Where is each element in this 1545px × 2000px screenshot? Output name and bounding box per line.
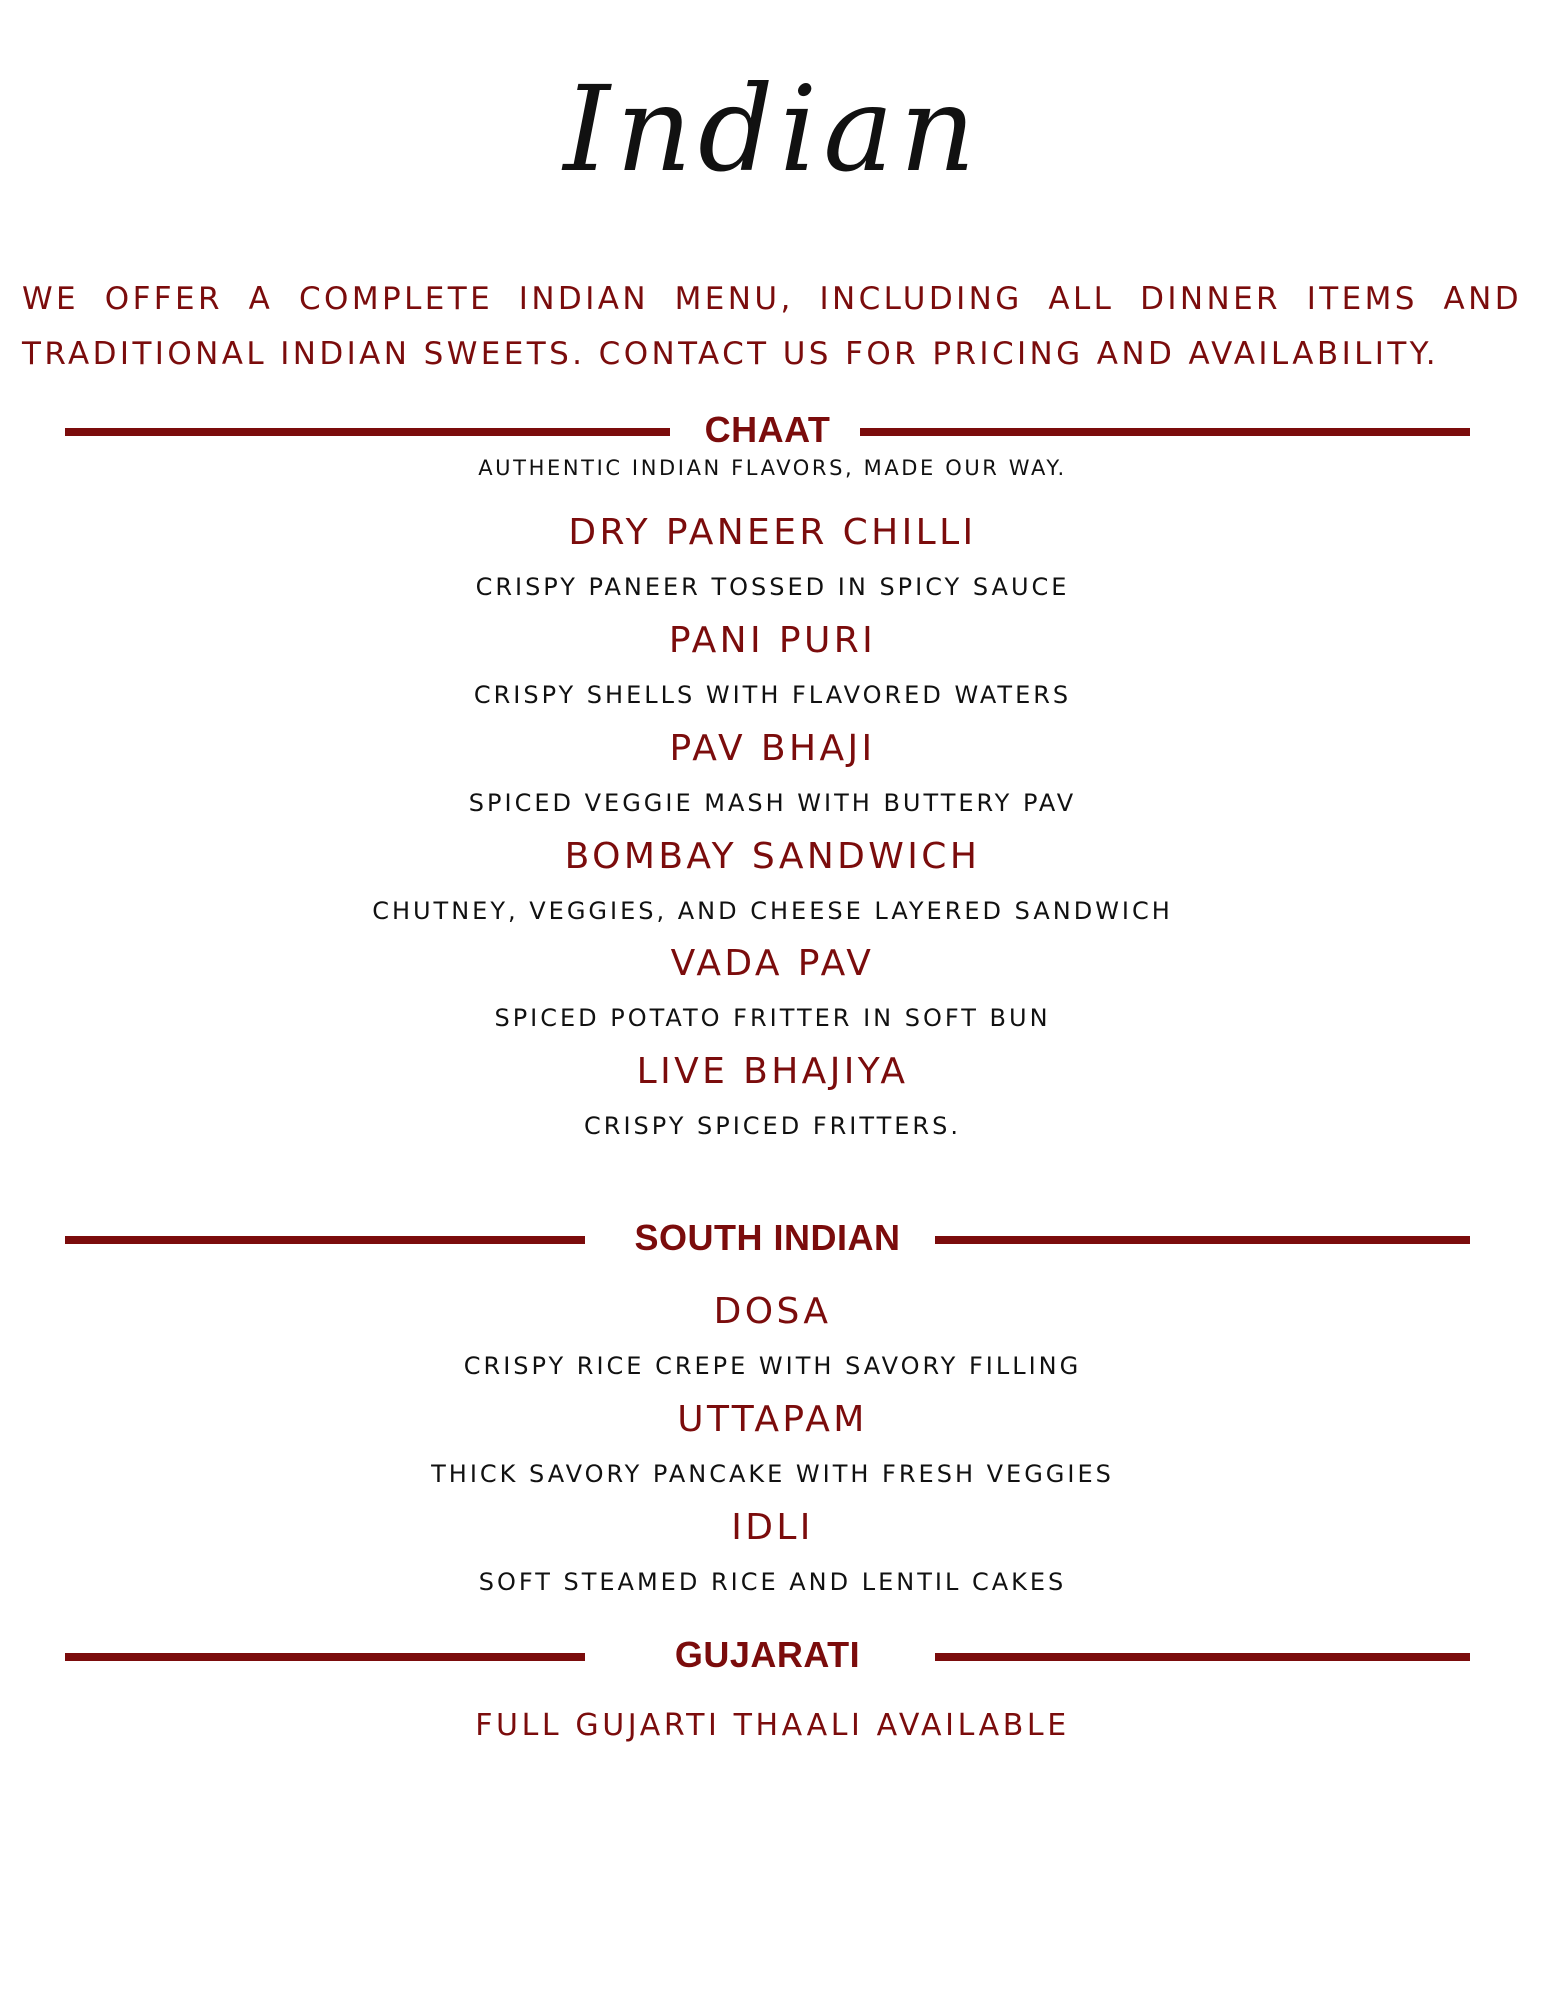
- menu-title: Indian: [563, 60, 982, 198]
- section-header-south-indian: [65, 1213, 1470, 1263]
- menu-item-description: SPICED VEGGIE MASH WITH BUTTERY PAV: [468, 789, 1077, 817]
- menu-item-name: VADA PAV: [670, 943, 875, 984]
- menu-item-description: CRISPY SPICED FRITTERS.: [584, 1112, 961, 1140]
- menu-item-description: THICK SAVORY PANCAKE WITH FRESH VEGGIES: [431, 1460, 1114, 1488]
- intro-text: [22, 272, 1522, 382]
- menu-item-name: LIVE BHAJIYA: [636, 1051, 909, 1092]
- menu-item-description: CRISPY PANEER TOSSED IN SPICY SAUCE: [475, 573, 1070, 601]
- menu-item-name: BOMBAY SANDWICH: [564, 836, 981, 877]
- menu-item-name: UTTAPAM: [677, 1399, 868, 1440]
- section-tagline: AUTHENTIC INDIAN FLAVORS, MADE OUR WAY.: [478, 456, 1067, 480]
- menu-item-name: DRY PANEER CHILLI: [568, 512, 977, 553]
- section-header-gujarati: [65, 1630, 1470, 1680]
- menu-item-name: IDLI: [731, 1507, 814, 1548]
- divider-right: [935, 1653, 1470, 1661]
- menu-item-name: PAV BHAJI: [669, 728, 876, 769]
- gujarati-thaali-note: FULL GUJARTI THAALI AVAILABLE: [475, 1708, 1070, 1743]
- menu-item-description: CHUTNEY, VEGGIES, AND CHEESE LAYERED SANDWICH: [372, 897, 1173, 925]
- menu-item-description: CRISPY RICE CREPE WITH SAVORY FILLING: [463, 1352, 1082, 1380]
- intro-line-1: WE OFFER A COMPLETE INDIAN MENU, INCLUDING ALL DINNER ITEMS AND: [22, 281, 1522, 317]
- intro-line-2: TRADITIONAL INDIAN SWEETS. CONTACT US FOR PRICING AND AVAILABILITY.: [22, 336, 1439, 372]
- menu-item-description: SPICED POTATO FRITTER IN SOFT BUN: [494, 1004, 1051, 1032]
- menu-item-description: SOFT STEAMED RICE AND LENTIL CAKES: [478, 1568, 1067, 1596]
- divider-right: [935, 1236, 1470, 1244]
- divider-right: [860, 428, 1470, 436]
- menu-item-name: DOSA: [713, 1291, 832, 1332]
- section-title: CHAAT: [704, 409, 831, 450]
- section-header-chaat: [65, 405, 1470, 455]
- section-title: SOUTH INDIAN: [634, 1217, 901, 1258]
- menu-item-name: PANI PURI: [668, 620, 877, 661]
- menu-item-description: CRISPY SHELLS WITH FLAVORED WATERS: [473, 681, 1072, 709]
- section-title: GUJARATI: [674, 1634, 861, 1675]
